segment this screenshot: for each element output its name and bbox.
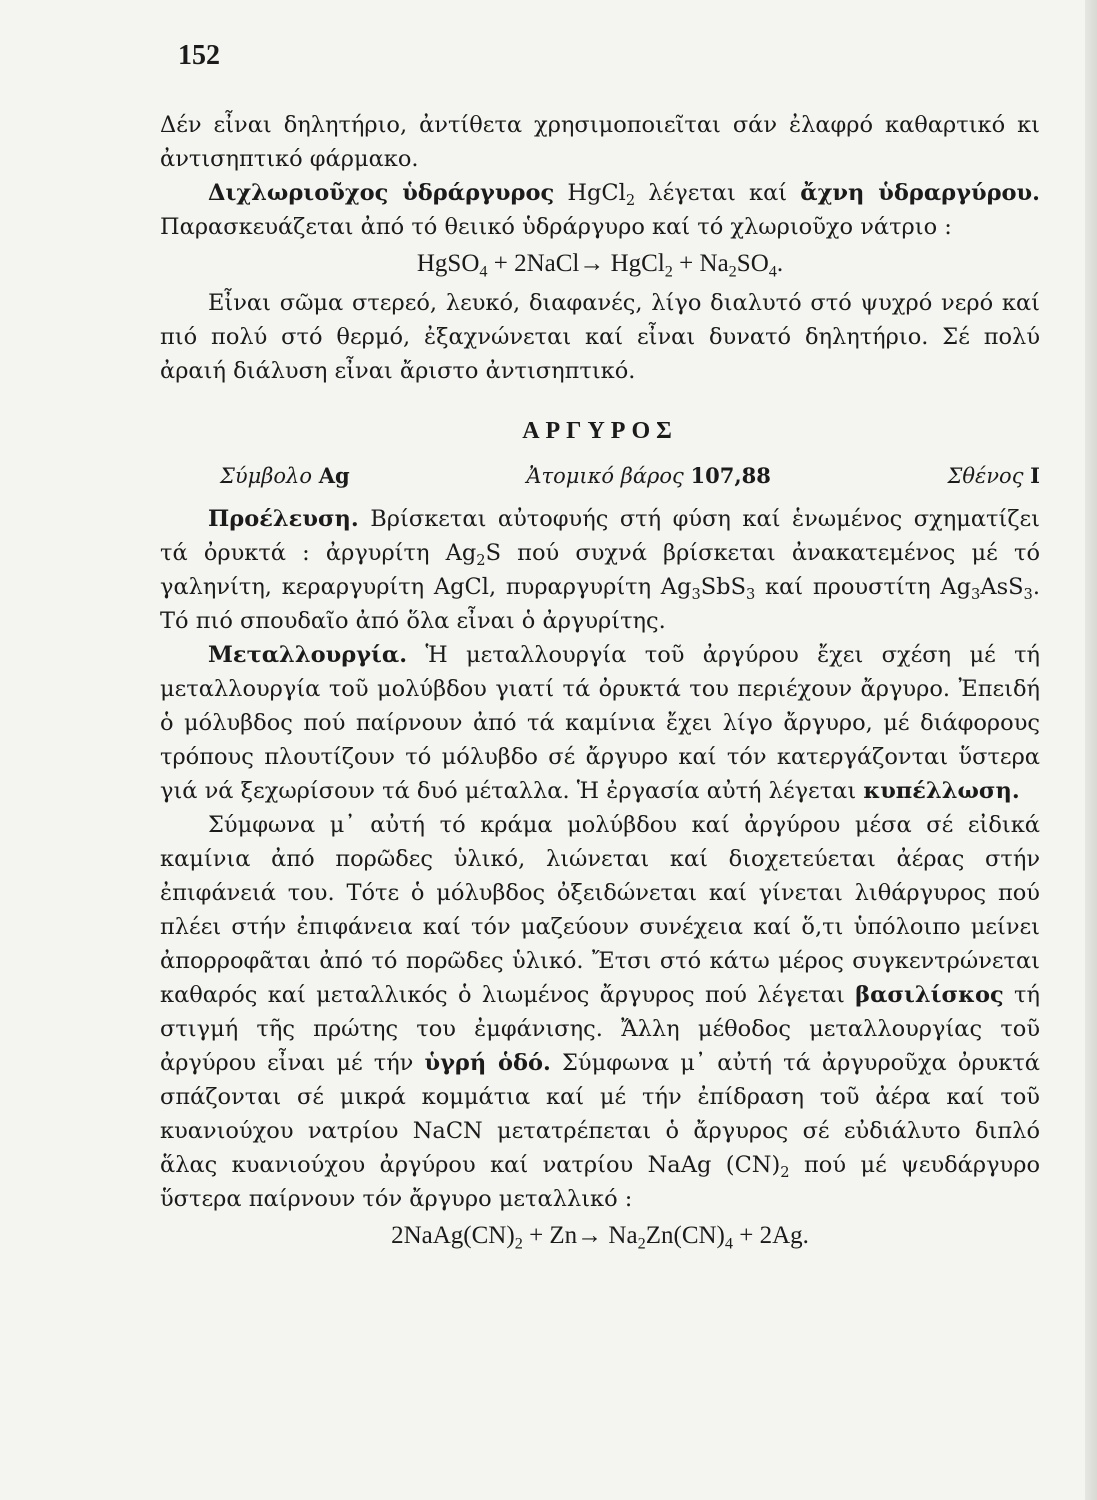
term-basilisk: βασιλίσκος [855,982,1004,1008]
valence-field: Σθένος I [947,463,1040,488]
symbol-value: Ag [318,463,350,488]
paragraph-process: Σύμφωνα μ᾽ αὐτή τό κράμα μολύβδου καί ἀργύρου μέσα σέ εἰδικά καμίνια ἀπό πορῶδες ὑλικό, λιώνεται καί διοχετεύεται ἀέρας στήν ἐπιφάνειά του. Τότε ὁ μόλυβδος ὀξειδώνεται καί γίνεται λιθάργυρος πού πλέει στήν ἐπιφάνεια καί τόν μαζεύουν συνέχεια καί ὅ,τι ὑπόλοιπο μείνει ἀπορροφᾶται ἀπό τό πορῶδες ὑλικό. Ἔτσι στό κάτω μέρος συγκεντρώνεται καθαρός καί μεταλλικός ὁ λιωμένος ἄργυρος πού λέγεται βασιλίσκος τή στιγμή τῆς πρώτης του ἐμφάνισης. Ἄλλη μέθοδος μεταλλουργίας τοῦ ἀργύρου εἶναι μέ τήν ὑγρή ὁδό. Σύμφωνα μ᾽ αὐτή τά ἀργυροῦχα ὀρυκτά σπάζονται σέ μικρά κομμάτια καί μέ τήν ἐπίδραση τοῦ ἀέρα καί τοῦ κυανιούχου νατρίου NaCN μετατρέπεται ὁ ἄργυρος σέ εὐδιάλυτο διπλό ἅλας κυανιούχου ἀργύρου καί νατρίου NaAg $(CN)_2$ πού μέ ψευδάργυρο ὕστερα παίρνουν τόν ἄργυρο μεταλλικό : [160,812,1041,1212]
valence-value: I [1030,463,1040,488]
element-properties [160,463,1040,488]
page-number: 152 [178,40,220,71]
term-alt-name: ἄχνη ὑδραργύρου. [800,180,1040,206]
equation-silver: $2NaAg(CN)_2 + Zn\to Na_2Zn(CN)_4 + 2Ag$. [391,1222,809,1253]
term-dichloride: Διχλωριοῦχος ὑδράργυρος [208,180,555,206]
section-title-silver: ΑΡΓΥΡΟΣ [522,418,678,444]
paragraph-dichloride: Διχλωριοῦχος ὑδράργυρος HgCl$_2$ λέγεται καί ἄχνη ὑδραργύρου. Παρασκευάζεται ἀπό τό θειικό ὑδράργυρο καί τό χλωριοῦχο νάτριο : [160,180,1040,240]
term-cupellation: κυπέλλωση. [863,778,1020,804]
atomic-weight-field: Ἀτομικό βάρος 107,88 [526,463,771,488]
paragraph-dichloride-properties: Εἶναι σῶμα στερεό, λευκό, διαφανές, λίγο διαλυτό στό ψυχρό νερό καί πιό πολύ στό θερμό, ἐξαχνώνεται καί εἶναι δυνατό δηλητήριο. Σέ πολύ ἀραιή διάλυση εἶναι ἄριστο ἀντισηπτικό. [160,290,1040,384]
atomic-weight-value: 107,88 [690,463,771,488]
paragraph-intro: Δέν εἶναι δηλητήριο, ἀντίθετα χρησιμοποιεῖται σάν ἐλαφρό καθαρτικό κι ἀντισηπτικό φάρμακο. [160,112,1040,172]
symbol-field: Σύμβολο Ag [220,463,350,488]
term-wet-route: ὑγρή ὁδό. [424,1050,551,1076]
page-edge [1085,0,1097,1500]
equation-hgcl2: HgSO$_4$ + 2NaCl→ HgCl$_2$ + $Na_2SO_4$. [416,250,784,281]
term-origin: Προέλευση. [208,506,359,532]
paragraph-origin: Προέλευση. Βρίσκεται αὐτοφυής στή φύση καί ἑνωμένος σχηματίζει τά ὀρυκτά : ἀργυρίτη $Ag_2S$ πού συχνά βρίσκεται ἀνακατεμένος μέ τό γαληνίτη, κεραργυρίτη AgCl, πυραργυρίτη $Ag_3SbS_3$ καί προυστίτη $Ag_3AsS_3$. Τό πιό σπουδαῖο ἀπό ὅλα εἶναι ὁ ἀργυρίτης. [160,506,1040,634]
term-metallurgy: Μεταλλουργία. [208,642,408,668]
paragraph-metallurgy: Μεταλλουργία. Ἡ μεταλλουργία τοῦ ἀργύρου ἔχει σχέση μέ τή μεταλλουργία τοῦ μολύβδου γιατί τά ὀρυκτά του περιέχουν ἄργυρο. Ἐπειδή ὁ μόλυβδος πού παίρνουν ἀπό τά καμίνια ἔχει λίγο ἄργυρο, μέ διάφορους τρόπους πλουτίζουν τό μόλυβδο σέ ἄργυρο καί τόν κατεργάζονται ὕστερα γιά νά ξεχωρίσουν τά δυό μέταλλα. Ἡ ἐργασία αὐτή λέγεται κυπέλλωση. [160,642,1040,804]
page-content [160,40,1040,1258]
